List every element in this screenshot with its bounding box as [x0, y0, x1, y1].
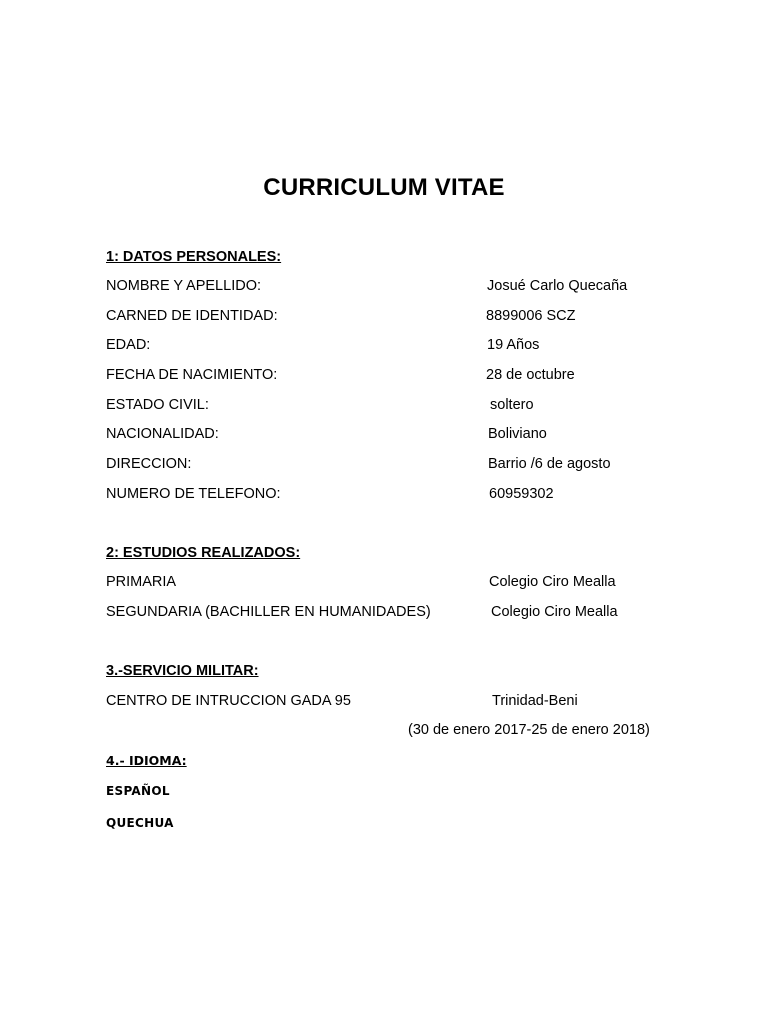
field-label: PRIMARIA: [106, 574, 177, 590]
document-title: CURRICULUM VITAE: [263, 174, 505, 201]
personal-row: [0, 278, 768, 298]
field-label: NUMERO DE TELEFONO:: [106, 486, 281, 502]
field-label: DIRECCION:: [106, 456, 192, 472]
field-label: CENTRO DE INTRUCCION GADA 95: [106, 693, 351, 709]
field-value: 28 de octubre: [486, 367, 575, 383]
field-label: EDAD:: [106, 337, 151, 353]
language-item: QUECHUA: [106, 816, 174, 830]
service-period: (30 de enero 2017-25 de enero 2018): [408, 722, 650, 738]
field-label: CARNED DE IDENTIDAD:: [106, 308, 278, 324]
field-value: Trinidad-Beni: [492, 693, 578, 709]
personal-row: [0, 367, 768, 387]
section-heading-studies: 2: ESTUDIOS REALIZADOS:: [106, 545, 301, 561]
field-label: NACIONALIDAD:: [106, 426, 219, 442]
field-label: ESTADO CIVIL:: [106, 397, 209, 413]
field-label: NOMBRE Y APELLIDO:: [106, 278, 261, 294]
field-value: Barrio /6 de agosto: [488, 456, 611, 472]
language-item: ESPAÑOL: [106, 784, 170, 798]
field-value: Josué Carlo Quecaña: [487, 278, 628, 294]
field-value: 8899006 SCZ: [486, 308, 576, 324]
section-heading-languages: 4.- IDIOMA:: [106, 753, 187, 768]
section-heading-military: 3.-SERVICIO MILITAR:: [106, 663, 259, 679]
personal-row: [0, 337, 768, 357]
military-row: [0, 693, 768, 713]
field-value: Colegio Ciro Mealla: [491, 604, 618, 620]
personal-row: [0, 486, 768, 506]
personal-row: [0, 426, 768, 446]
field-value: 19 Años: [487, 337, 540, 353]
field-value: Colegio Ciro Mealla: [489, 574, 616, 590]
personal-row: [0, 308, 768, 328]
section-heading-personal: 1: DATOS PERSONALES:: [106, 249, 282, 265]
field-label: SEGUNDARIA (BACHILLER EN HUMANIDADES): [106, 604, 431, 620]
field-label: FECHA DE NACIMIENTO:: [106, 367, 278, 383]
field-value: Boliviano: [488, 426, 547, 442]
studies-row: [0, 574, 768, 594]
personal-row: [0, 397, 768, 417]
studies-row: [0, 604, 768, 624]
field-value: soltero: [490, 397, 534, 413]
personal-row: [0, 456, 768, 476]
field-value: 60959302: [489, 486, 554, 502]
